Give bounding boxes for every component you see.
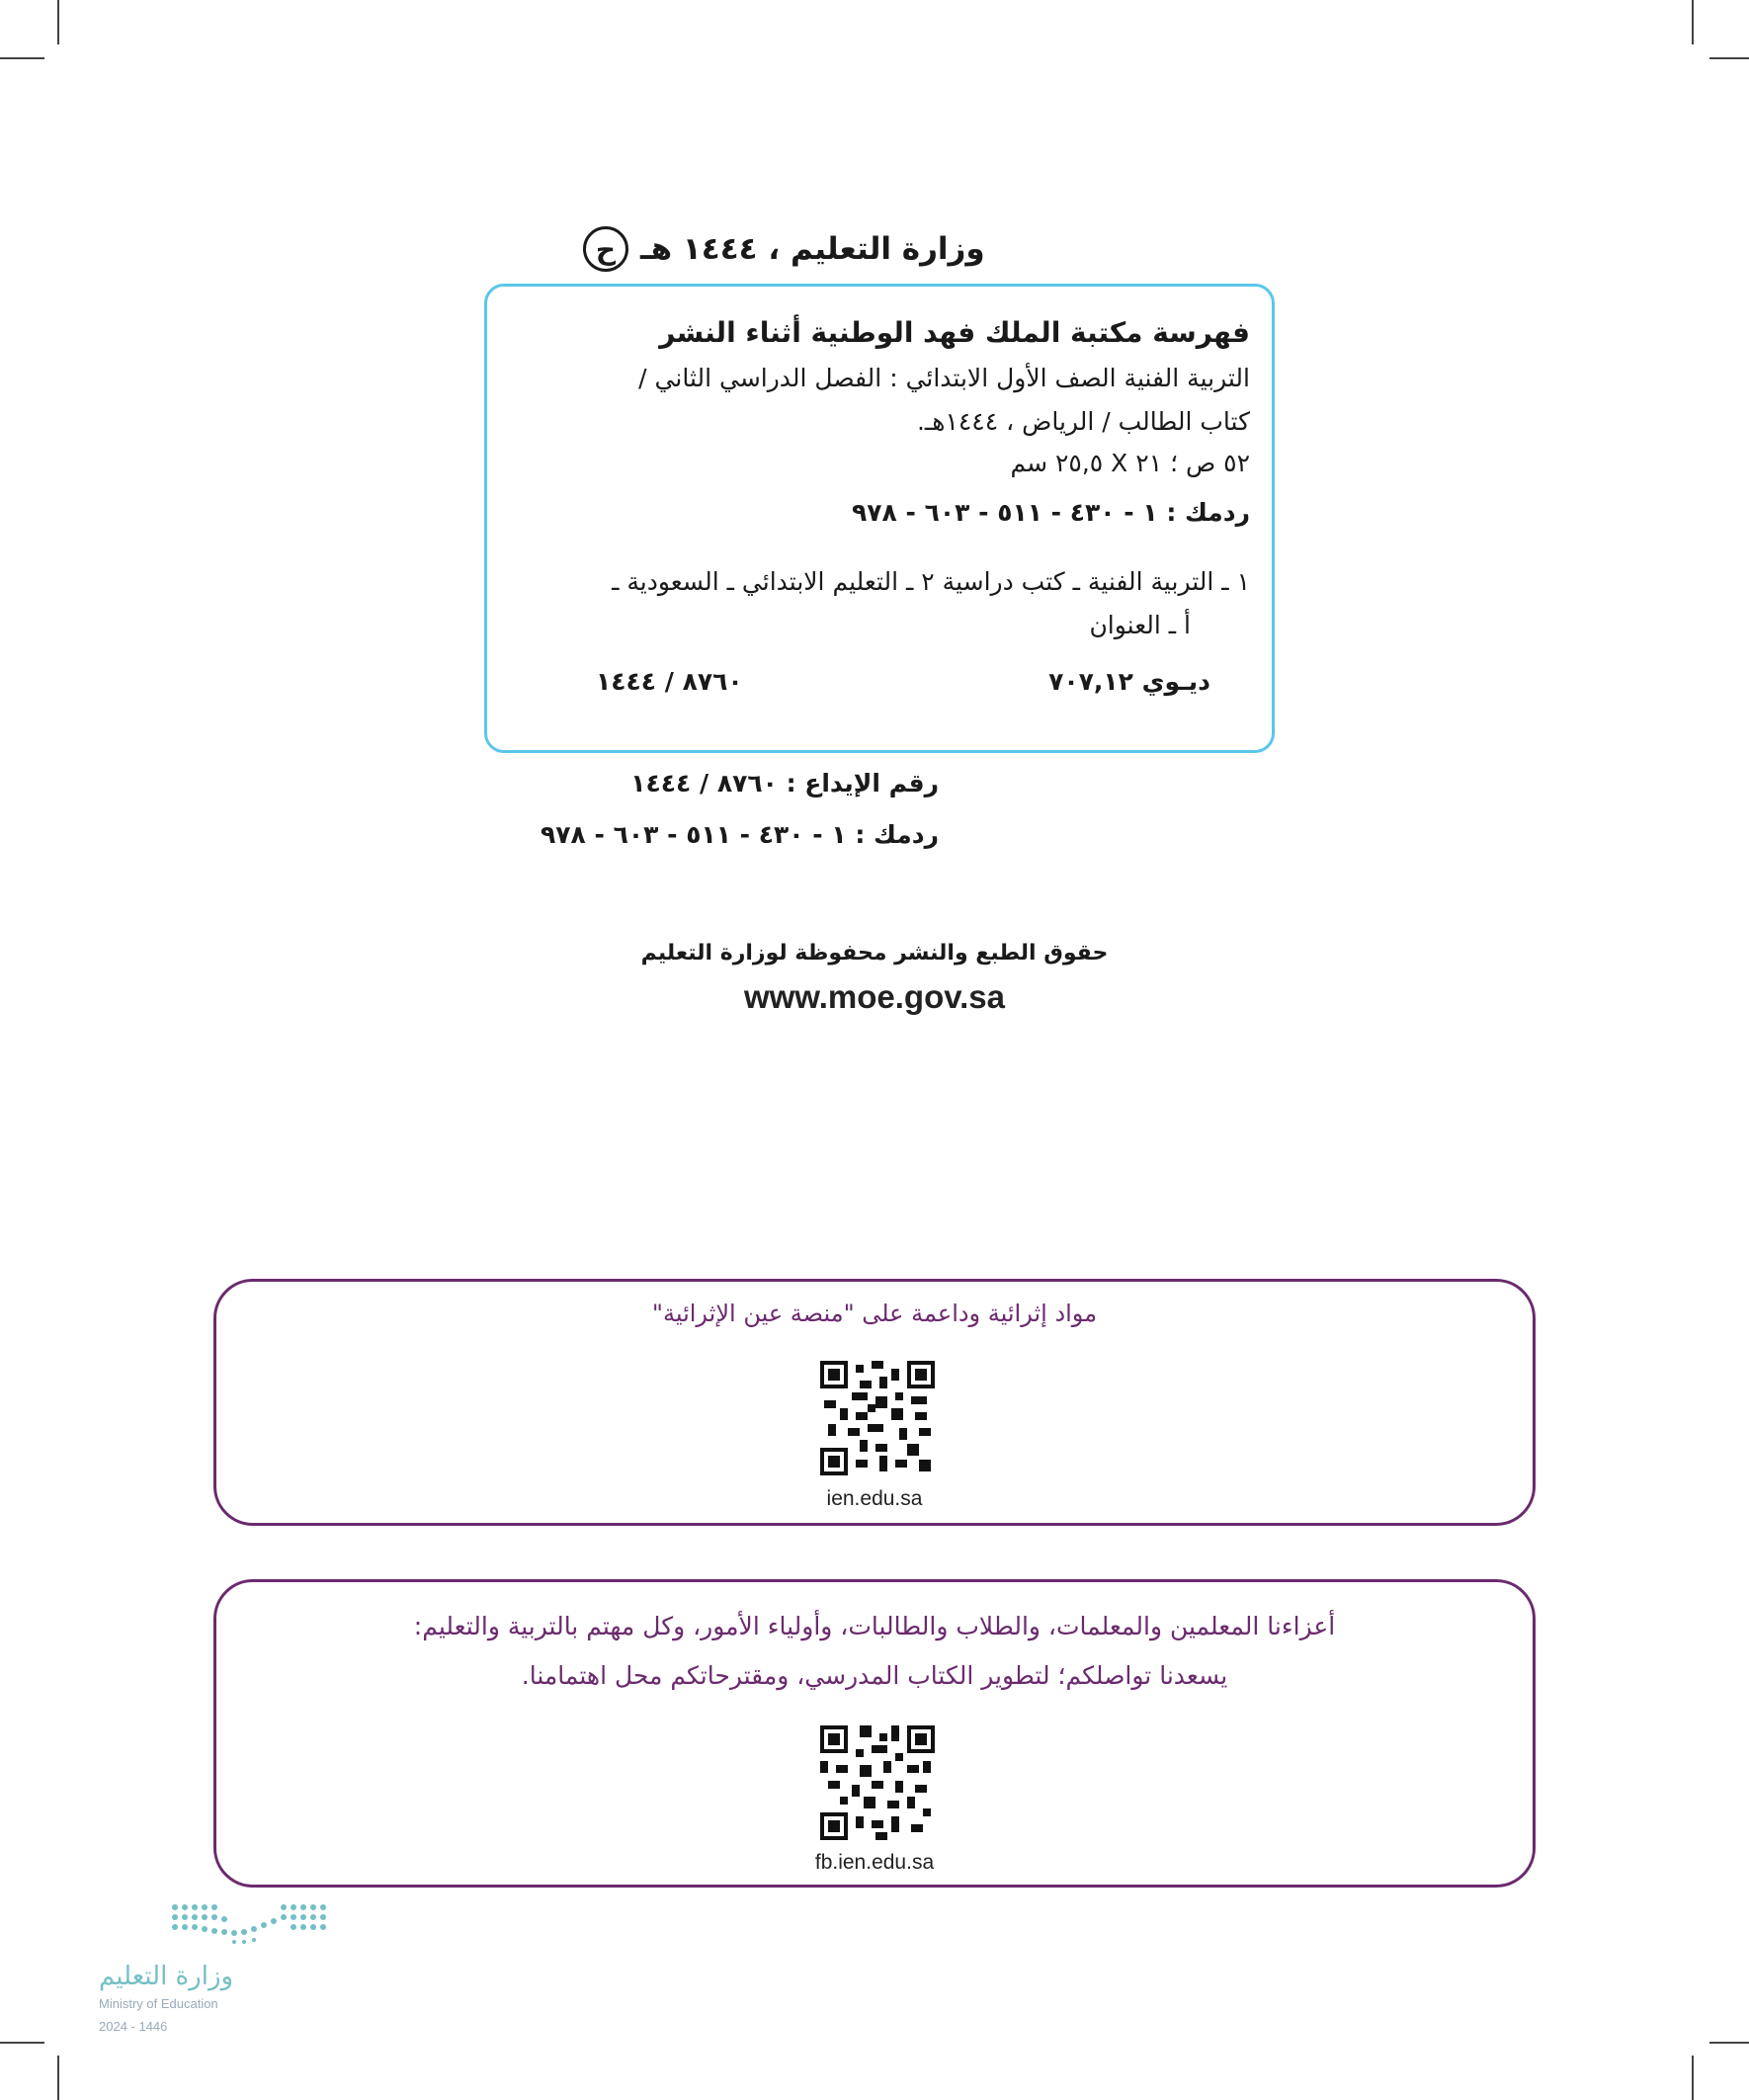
feedback-line-2: يسعدنا تواصلكم؛ لتطوير الكتاب المدرسي، ومقترحاتكم محل اهتمامنا. — [521, 1661, 1228, 1690]
rights-url[interactable]: www.moe.gov.sa — [743, 978, 1006, 1015]
feedback-box — [213, 1579, 1536, 1888]
crop-mark — [1709, 2042, 1749, 2044]
catalog-line-2: كتاب الطالب / الرياض ، ١٤٤٤هـ. — [916, 407, 1250, 436]
catalog-line-1: التربية الفنية الصف الأول الابتدائي : الفصل الدراسي الثاني / — [638, 364, 1250, 392]
catalog-line-3: ٥٢ ص ؛ ٢١ X ٢٥,٥ سم — [1010, 449, 1250, 477]
crop-mark — [0, 57, 44, 59]
catalog-subjects: ١ ـ التربية الفنية ـ كتب دراسية ٢ ـ التعليم الابتدائي ـ السعودية ـ — [612, 567, 1250, 596]
crop-mark — [0, 2042, 44, 2044]
logo-name-english: Ministry of Education — [99, 1996, 218, 2011]
catalog-subjects-2: أ ـ العنوان — [1089, 611, 1191, 639]
catalog-dewey: ديـوي ٧٠٧,١٢ — [1048, 667, 1210, 696]
logo-name-arabic: وزارة التعليم — [99, 1962, 234, 1991]
crop-mark — [1709, 57, 1749, 59]
copyright-text: وزارة التعليم ، ١٤٤٤ هـ — [640, 231, 985, 267]
crop-mark — [1692, 2056, 1694, 2100]
deposit-number: رقم الإيداع : ٨٧٦٠ / ١٤٤٤ — [630, 769, 939, 798]
copyright-symbol: ح — [583, 226, 628, 272]
crop-mark — [1692, 0, 1694, 44]
feedback-qr-label[interactable]: fb.ien.edu.sa — [814, 1851, 935, 1874]
isbn-number: ردمك : ١ - ٤٣٠ - ٥١١ - ٦٠٣ - ٩٧٨ — [541, 820, 939, 849]
catalog-title: فهرسة مكتبة الملك فهد الوطنية أثناء النشر — [659, 316, 1250, 349]
crop-mark — [57, 2056, 59, 2100]
feedback-line-1: أعزاءنا المعلمين والمعلمات، والطلاب والطالبات، وأولياء الأمور، وكل مهتم بالتربية والتعليم: — [413, 1612, 1336, 1640]
copyright-line — [583, 222, 1275, 276]
rights-title: حقوق الطبع والنشر محفوظة لوزارة التعليم — [640, 941, 1109, 966]
qr-code-icon[interactable] — [820, 1725, 935, 1840]
catalog-box — [484, 284, 1275, 753]
enrichment-text: مواد إثرائية وداعمة على "منصة عين الإثرائية" — [651, 1300, 1098, 1327]
enrichment-box — [213, 1279, 1536, 1526]
catalog-deposit: ٨٧٦٠ / ١٤٤٤ — [596, 667, 743, 696]
catalog-isbn: ردمك : ١ - ٤٣٠ - ٥١١ - ٦٠٣ - ٩٧٨ — [852, 498, 1250, 527]
enrichment-qr-label[interactable]: ien.edu.sa — [826, 1487, 923, 1510]
logo-years: 2024 - 1446 — [99, 2019, 168, 2034]
qr-code-icon[interactable] — [820, 1361, 935, 1475]
crop-mark — [57, 0, 59, 44]
